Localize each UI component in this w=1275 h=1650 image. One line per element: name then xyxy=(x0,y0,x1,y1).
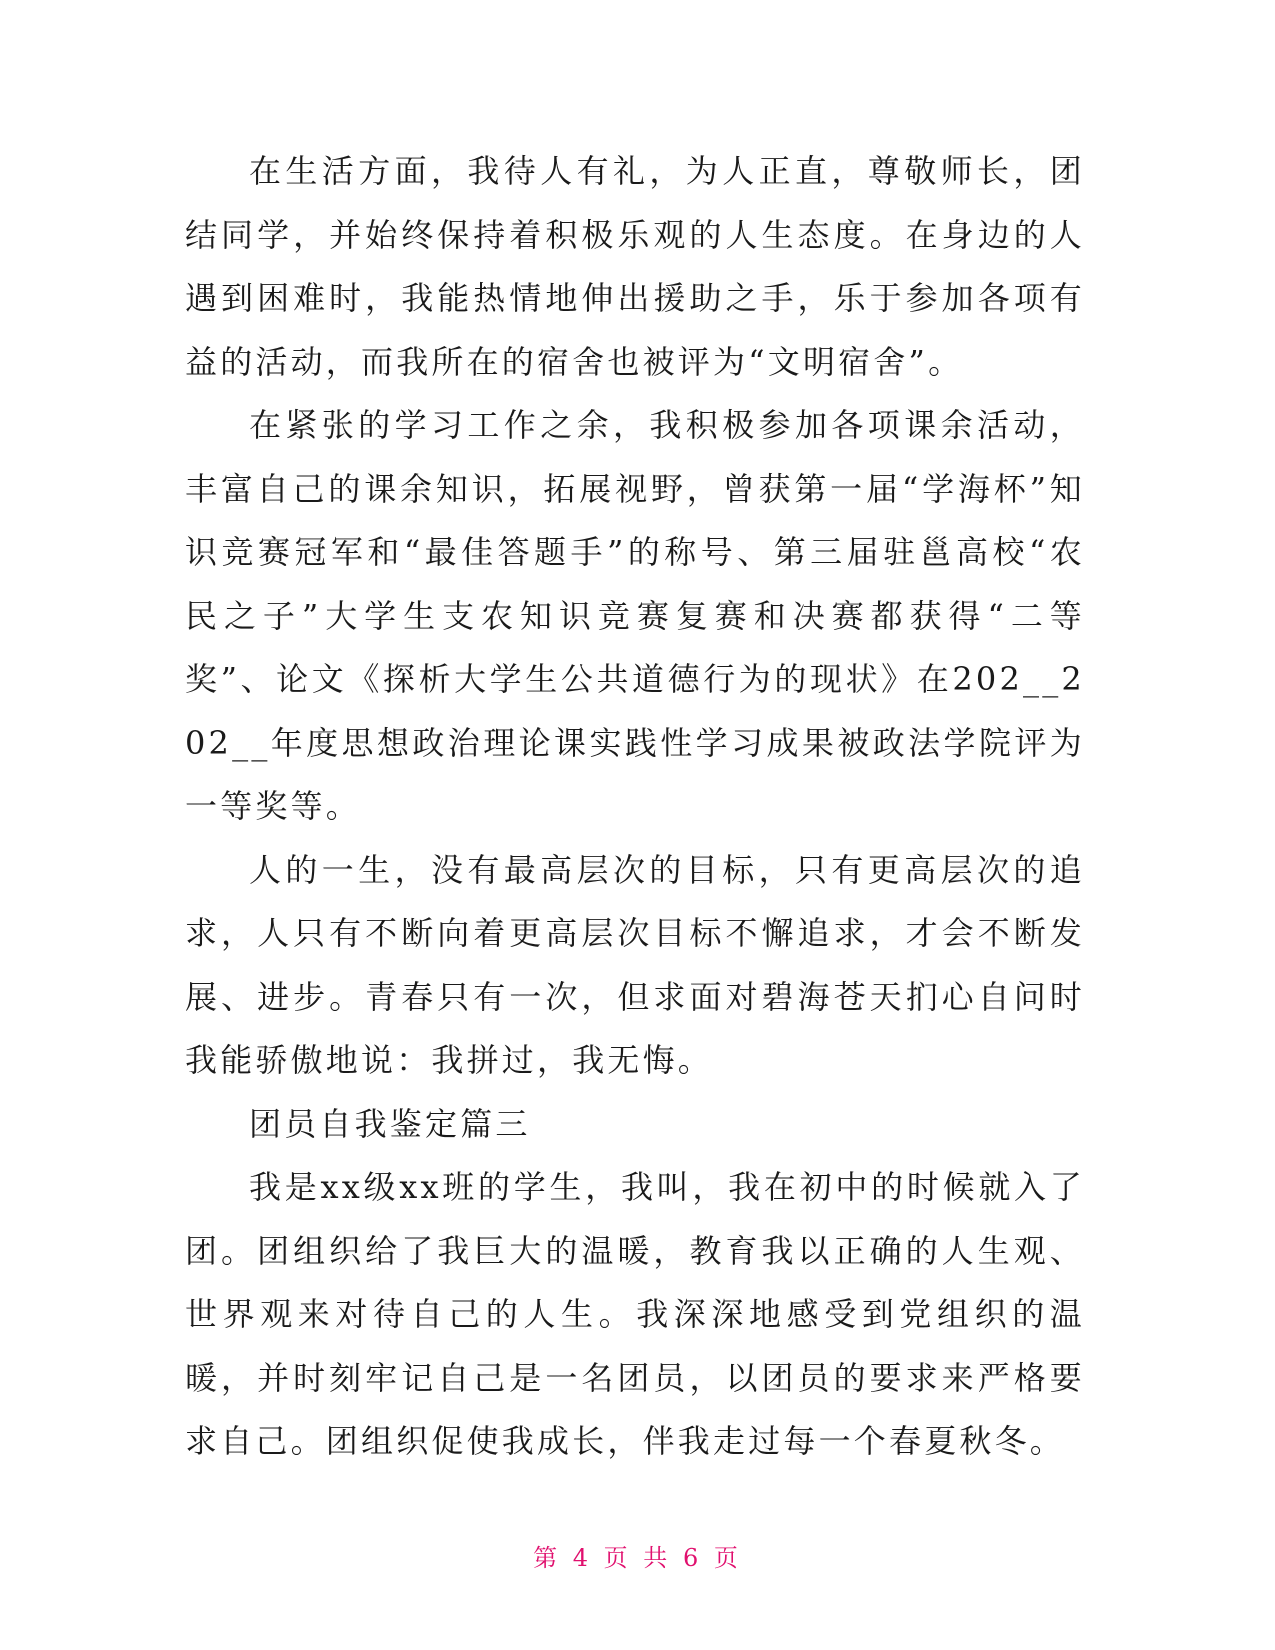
page-body xyxy=(185,140,1085,1474)
section-title: 团员自我鉴定篇三 xyxy=(249,1104,531,1143)
paragraph-pursuit: 人的一生，没有最高层次的目标，只有更高层次的追求，人只有不断向着更高层次目标不懈追求，才会不断发展、进步。青春只有一次，但求面对碧海苍天扪心自问时我能骄傲地说：我拼过，我无悔。 xyxy=(185,850,1085,1079)
paragraph-life: 在生活方面，我待人有礼，为人正直，尊敬师长，团结同学，并始终保持着积极乐观的人生态度。在身边的人遇到困难时，我能热情地伸出援助之手，乐于参加各项有益的活动，而我所在的宿舍也被评为“文明宿舍”。 xyxy=(185,152,1085,381)
paragraph-activities: 在紧张的学习工作之余，我积极参加各项课余活动，丰富自己的课余知识，拓展视野，曾获第一届“学海杯”知识竞赛冠军和“最佳答题手”的称号、第三届驻邕高校“农民之子”大学生支农知识竞赛复赛和决赛都获得“二等奖”、论文《探析大学生公共道德行为的现状》在202__202__年度思想政治理论课实践性学习成果被政法学院评为一等奖等。 xyxy=(185,406,1085,825)
page-number-footer: 第 4 页 共 6 页 xyxy=(533,1544,742,1572)
paragraph-introduction: 我是xx级xx班的学生，我叫，我在初中的时候就入了团。团组织给了我巨大的温暖，教育我以正确的人生观、世界观来对待自己的人生。我深深地感受到党组织的温暖，并时刻牢记自己是一名团员，以团员的要求来严格要求自己。团组织促使我成长，伴我走过每一个春夏秋冬。 xyxy=(185,1168,1085,1460)
